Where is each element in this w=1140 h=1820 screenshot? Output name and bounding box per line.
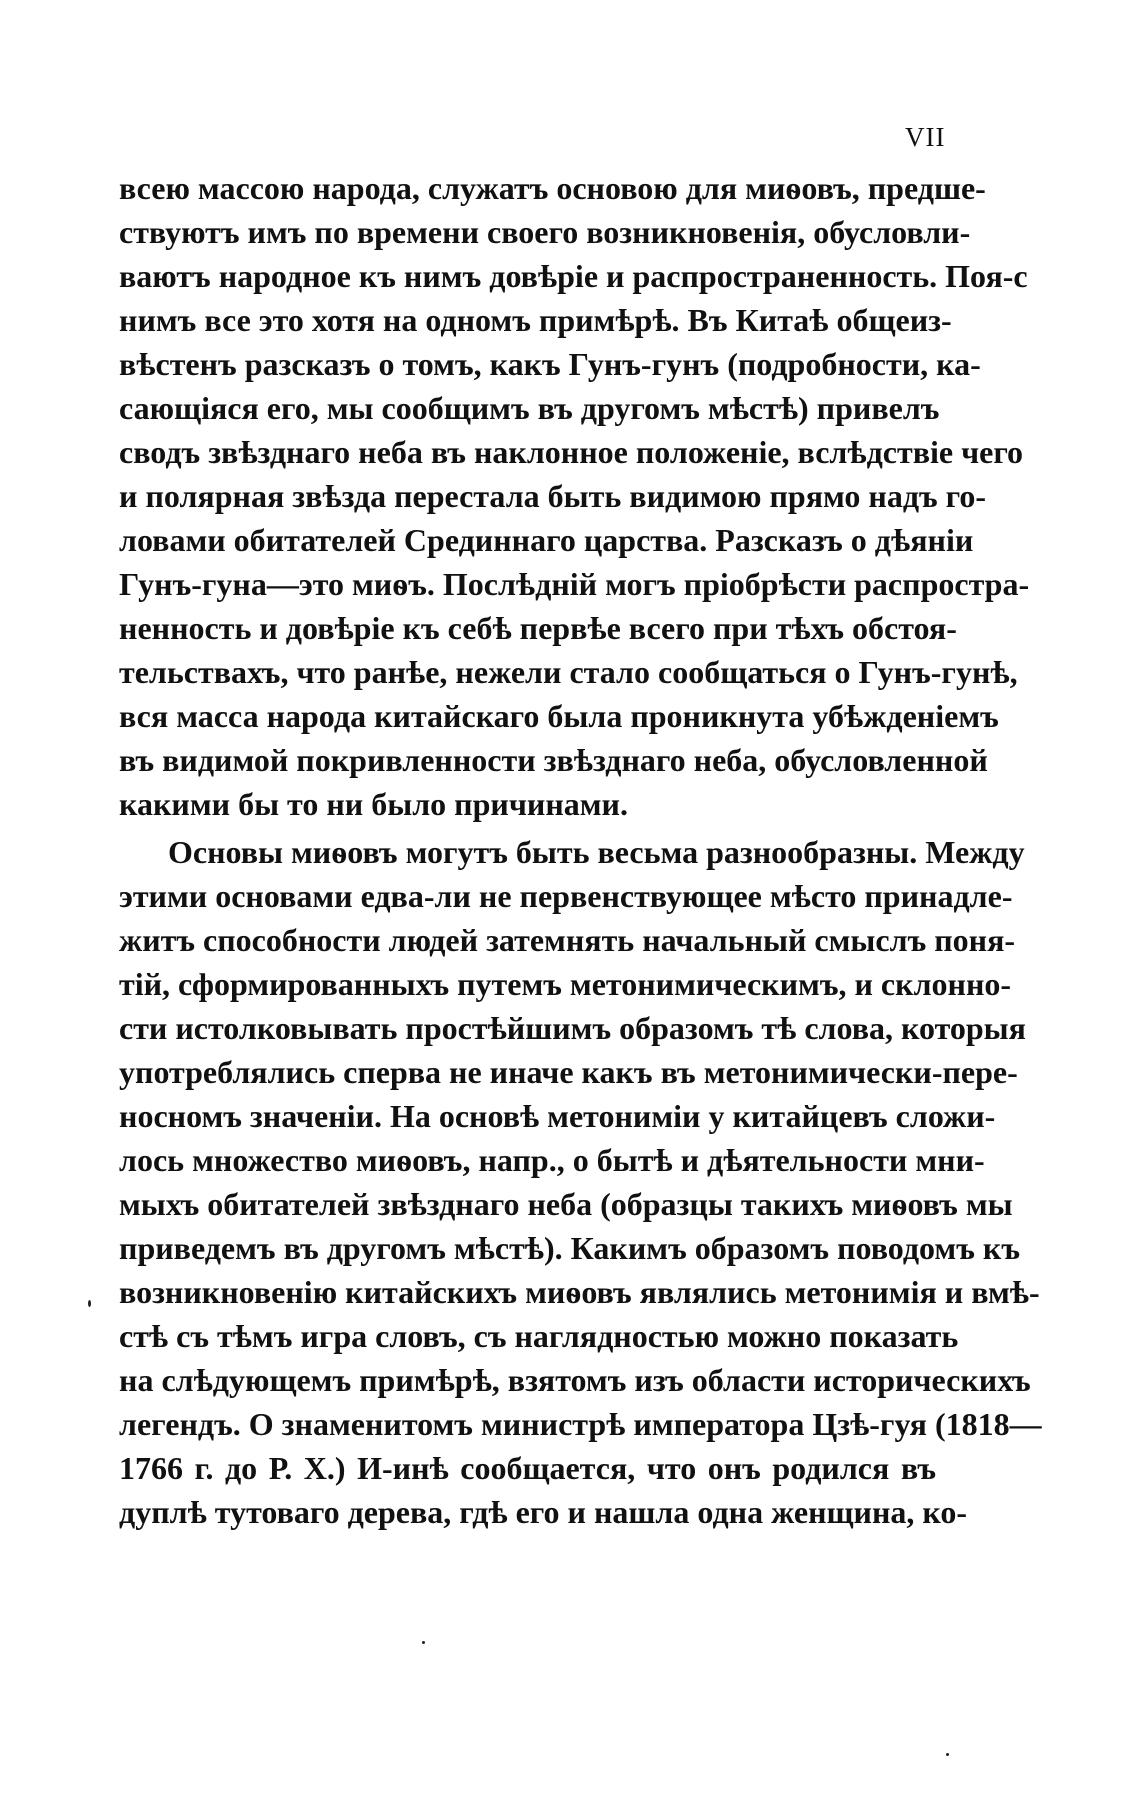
text-line: на слѣдующемъ примѣрѣ, взятомъ изъ области историческихъ <box>119 1362 1031 1398</box>
text-line: Гунъ-гуна—это миѳъ. Послѣдній могъ пріобрѣсти распростра- <box>119 566 1030 602</box>
text-line: дуплѣ тутоваго дерева, гдѣ его и нашла одна женщина, ко- <box>119 1494 968 1530</box>
scan-speck <box>88 1300 91 1307</box>
text-line: какими бы то ни было причинами. <box>119 786 628 822</box>
text-line: всею массою народа, служатъ основою для миѳовъ, предше- <box>119 170 986 206</box>
text-line: ствуютъ имъ по времени своего возникновенія, обусловли- <box>119 214 971 250</box>
text-line: въ видимой покривленности звѣзднаго неба, обусловленной <box>119 742 988 778</box>
text-line: мыхъ обитателей звѣзднаго неба (образцы такихъ миѳовъ мы <box>119 1186 1013 1222</box>
text-line: легендъ. О знаменитомъ министрѣ императора Цзѣ-гуя (1818— <box>119 1406 1042 1442</box>
text-line: сающіяся его, мы сообщимъ въ другомъ мѣстѣ) привелъ <box>119 390 940 426</box>
text-line: возникновенію китайскихъ миѳовъ являлись метонимія и вмѣ- <box>119 1274 1040 1310</box>
text-line: этими основами едва-ли не первенствующее мѣсто принадле- <box>119 878 1013 914</box>
text-line: Основы миѳовъ могутъ быть весьма разнообразны. Между <box>168 834 1025 870</box>
scan-speck <box>422 1641 425 1644</box>
text-line: ваютъ народное къ нимъ довѣріе и распространенность. Поя-с <box>119 258 1028 294</box>
text-line: ненность и довѣріе къ себѣ первѣе всего при тѣхъ обстоя- <box>119 610 957 646</box>
text-line: вся масса народа китайскаго была проникнута убѣжденіемъ <box>119 698 999 734</box>
text-line: тельствахъ, что ранѣе, нежели стало сообщаться о Гунъ-гунѣ, <box>119 654 1018 690</box>
text-line: ловами обитателей Срединнаго царства. Разсказъ о дѣяніи <box>119 522 974 558</box>
text-line: лось множество миѳовъ, напр., о бытѣ и дѣятельности мни- <box>119 1142 985 1178</box>
text-line: сводъ звѣзднаго неба въ наклонное положеніе, вслѣдствіе чего <box>119 434 1024 470</box>
text-line: 1766 г. до Р. Х.) И-инѣ сообщается, что онъ родился въ <box>119 1450 936 1486</box>
text-line: нимъ все это хотя на одномъ примѣрѣ. Въ Китаѣ общеиз- <box>119 302 952 338</box>
text-line: сти истолковывать простѣйшимъ образомъ тѣ слова, которыя <box>119 1010 1026 1046</box>
text-line: и полярная звѣзда перестала быть видимою прямо надъ го- <box>119 478 987 514</box>
text-line: стѣ съ тѣмъ игра словъ, съ наглядностью можно показать <box>119 1318 959 1354</box>
page-number: VII <box>905 122 946 152</box>
text-line: вѣстенъ разсказъ о томъ, какъ Гунъ-гунъ (подробности, ка- <box>119 346 981 382</box>
text-line: тій, сформированныхъ путемъ метонимическимъ, и склонно- <box>119 966 1012 1002</box>
text-line: носномъ значеніи. На основѣ метониміи у китайцевъ сложи- <box>119 1098 996 1134</box>
text-line: житъ способности людей затемнять начальный смыслъ поня- <box>119 922 1016 958</box>
text-line: приведемъ въ другомъ мѣстѣ). Какимъ образомъ поводомъ къ <box>119 1230 1020 1266</box>
scan-speck <box>946 1753 949 1756</box>
text-line: употреблялись сперва не иначе какъ въ метонимически-пере- <box>119 1054 1018 1090</box>
